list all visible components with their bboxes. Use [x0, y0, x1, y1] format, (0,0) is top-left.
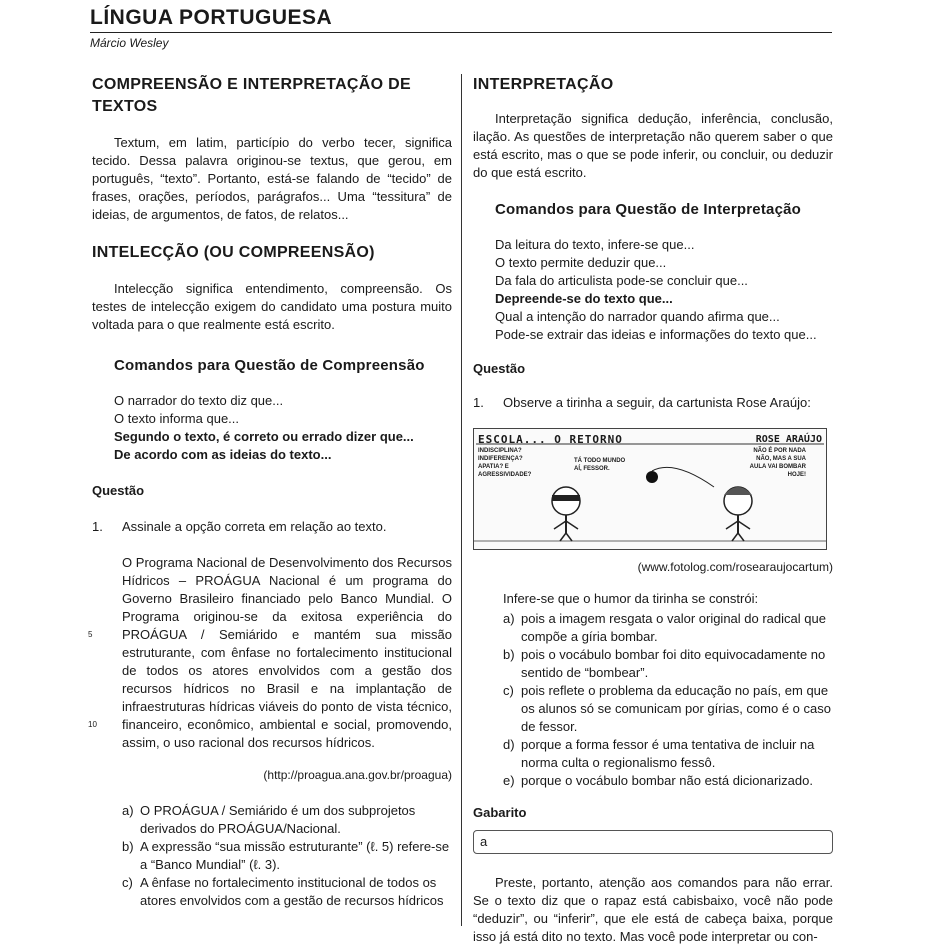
section-heading-compreensao: COMPREENSÃO E INTERPRETAÇÃO DE TEXTOS [92, 76, 411, 115]
speech-bubble-2: TÁ TODO MUNDO AÍ, FESSOR. [574, 458, 626, 472]
commands-list-interpretacao [473, 236, 833, 344]
option-text: pois o vocábulo bombar foi dito equivocadamente no sentido de “bombear”. [521, 647, 826, 680]
line-number-5: 5 [88, 630, 93, 639]
option-d[interactable] [503, 736, 833, 772]
question-row [92, 518, 452, 536]
teacher-figure [724, 487, 752, 541]
option-e[interactable] [503, 772, 833, 790]
option-a[interactable] [503, 610, 833, 646]
option-text: A expressão “sua missão estruturante” (ℓ. 5) refere-se a “Banco Mundial” (ℓ. 3). [140, 839, 450, 872]
student-figure [552, 487, 580, 541]
command-item: Da leitura do texto, infere-se que... [495, 237, 695, 252]
paragraph-inteleccao: Intelecção significa entendimento, compreensão. Os testes de intelecção exigem do candidato uma postura muito voltada para o que realmente está escrito. [92, 281, 452, 332]
section-heading-interpretacao: INTERPRETAÇÃO [473, 76, 614, 93]
option-c[interactable] [122, 874, 452, 910]
commands-list-compreensao [92, 392, 452, 464]
option-letter: c) [122, 875, 133, 890]
questao-heading: Questão [92, 483, 145, 498]
command-item: De acordo com as ideias do texto... [114, 447, 332, 462]
subheading-comandos-compreensao: Comandos para Questão de Compreensão [114, 357, 425, 374]
speech-bubble-1: INDISCIPLINA? INDIFERENÇA? APATIA? E AGRESSIVIDADE? [478, 448, 532, 478]
option-letter: e) [503, 773, 515, 788]
command-item: Pode-se extrair das ideias e informações do texto que... [495, 327, 817, 342]
line-number-10: 10 [88, 720, 97, 729]
question-number: 1. [473, 395, 484, 410]
options-list [92, 802, 452, 910]
paragraph-textum: Textum, em latim, particípio do verbo tecer, significa tecido. Dessa palavra originou-se textus, que gerou, em português, “texto”. Portanto, está-se falando de “tecido” de frases, orações, períodos, parágrafos... Uma “tessitura” de ideias, de argumentos, de fatos, de relatos... [92, 135, 452, 222]
command-item: O texto permite deduzir que... [495, 255, 667, 270]
question-row [473, 394, 833, 412]
option-text: porque o vocábulo bombar não está dicionarizado. [521, 773, 813, 788]
passage-text: O Programa Nacional de Desenvolvimento dos Recursos Hídricos – PROÁGUA Nacional é um programa do Governo Brasileiro financiado pelo Banco Mundial. O Programa originou-se da exitosa experiência do PROÁGUA / Semiárido e mantém sua missão estruturante, com ênfase no fortalecimento institucional de todos os atores envolvidos com a gestão dos recursos hídricos no Brasil e na implantação de infraestruturas hídricas viáveis do ponto de vista técnico, financeiro, econômico, ambiental e social, promovendo, assim, o uso racional dos recursos hídricos. [122, 555, 452, 750]
gabarito-heading: Gabarito [473, 805, 527, 820]
column-divider [461, 74, 462, 926]
command-item: O texto informa que... [114, 411, 240, 426]
answer-field[interactable]: a [473, 830, 833, 854]
option-b[interactable] [122, 838, 452, 874]
comic-illustration [474, 429, 826, 549]
left-column [88, 74, 452, 910]
option-letter: c) [503, 683, 514, 698]
command-item: O narrador do texto diz que... [114, 393, 284, 408]
option-a[interactable] [122, 802, 452, 838]
option-text: porque a forma fessor é uma tentativa de incluir na norma culta o regionalismo fessô. [521, 737, 815, 770]
option-letter: b) [503, 647, 515, 662]
question-stem: Infere-se que o humor da tirinha se constrói: [503, 591, 759, 606]
header-rule [90, 32, 832, 33]
option-letter: b) [122, 839, 134, 854]
command-item: Qual a intenção do narrador quando afirma que... [495, 309, 780, 324]
option-b[interactable] [503, 646, 833, 682]
right-column [473, 74, 833, 946]
question-number: 1. [92, 519, 103, 534]
option-letter: a) [122, 803, 134, 818]
comic-reference: (www.fotolog.com/rosearaujocartum) [637, 560, 833, 574]
option-letter: a) [503, 611, 515, 626]
command-item: Segundo o texto, é correto ou errado dizer que... [114, 429, 414, 444]
options-list [503, 610, 833, 790]
command-item: Da fala do articulista pode-se concluir que... [495, 273, 748, 288]
command-item: Depreende-se do texto que... [495, 291, 673, 306]
option-c[interactable] [503, 682, 833, 736]
comic-strip [473, 428, 827, 550]
comic-title-left: ESCOLA... O RETORNO [478, 433, 623, 446]
speech-bubble-3: NÃO É POR NADA NÃO, MAS A SUA AULA VAI BOMBAR HOJE! [749, 448, 806, 478]
bomb-icon [646, 467, 714, 487]
option-text: O PROÁGUA / Semiárido é um dos subprojetos derivados do PROÁGUA/Nacional. [140, 803, 416, 836]
paragraph-interpretacao: Interpretação significa dedução, inferência, conclusão, ilação. As questões de interpretação não querem saber o que está escrito, mas o que se pode inferir, ou concluir, ou deduzir do que está escrito. [473, 111, 833, 180]
option-letter: d) [503, 737, 515, 752]
option-text: pois a imagem resgata o valor original do radical que compõe a gíria bombar. [521, 611, 826, 644]
page-title: LÍNGUA PORTUGUESA [90, 6, 333, 29]
comic-title-right: ROSE ARAÚJO [755, 434, 822, 445]
option-text: pois reflete o problema da educação no país, em que os alunos só se comunicam por gírias, como é o caso de fessor. [521, 683, 831, 734]
passage-reference: (http://proagua.ana.gov.br/proagua) [263, 768, 452, 782]
option-text: A ênfase no fortalecimento institucional de todos os atores envolvidos com a gestão de recursos hídricos [140, 875, 444, 908]
question-text: Observe a tirinha a seguir, da cartunista Rose Araújo: [503, 395, 811, 410]
questao-heading: Questão [473, 361, 526, 376]
page-header [90, 6, 832, 50]
section-heading-inteleccao: INTELECÇÃO (OU COMPREENSÃO) [92, 244, 375, 261]
author-name: Márcio Wesley [90, 36, 169, 50]
subheading-comandos-interpretacao: Comandos para Questão de Interpretação [495, 201, 802, 218]
closing-paragraph: Preste, portanto, atenção aos comandos para não errar. Se o texto diz que o rapaz está cabisbaixo, você não pode “deduzir”, ou “inferir”, que ele está de cabeça baixa, porque isso já está dito no texto. Mas você pode interpretar ou con- [473, 875, 833, 944]
question-text: Assinale a opção correta em relação ao texto. [122, 519, 387, 534]
